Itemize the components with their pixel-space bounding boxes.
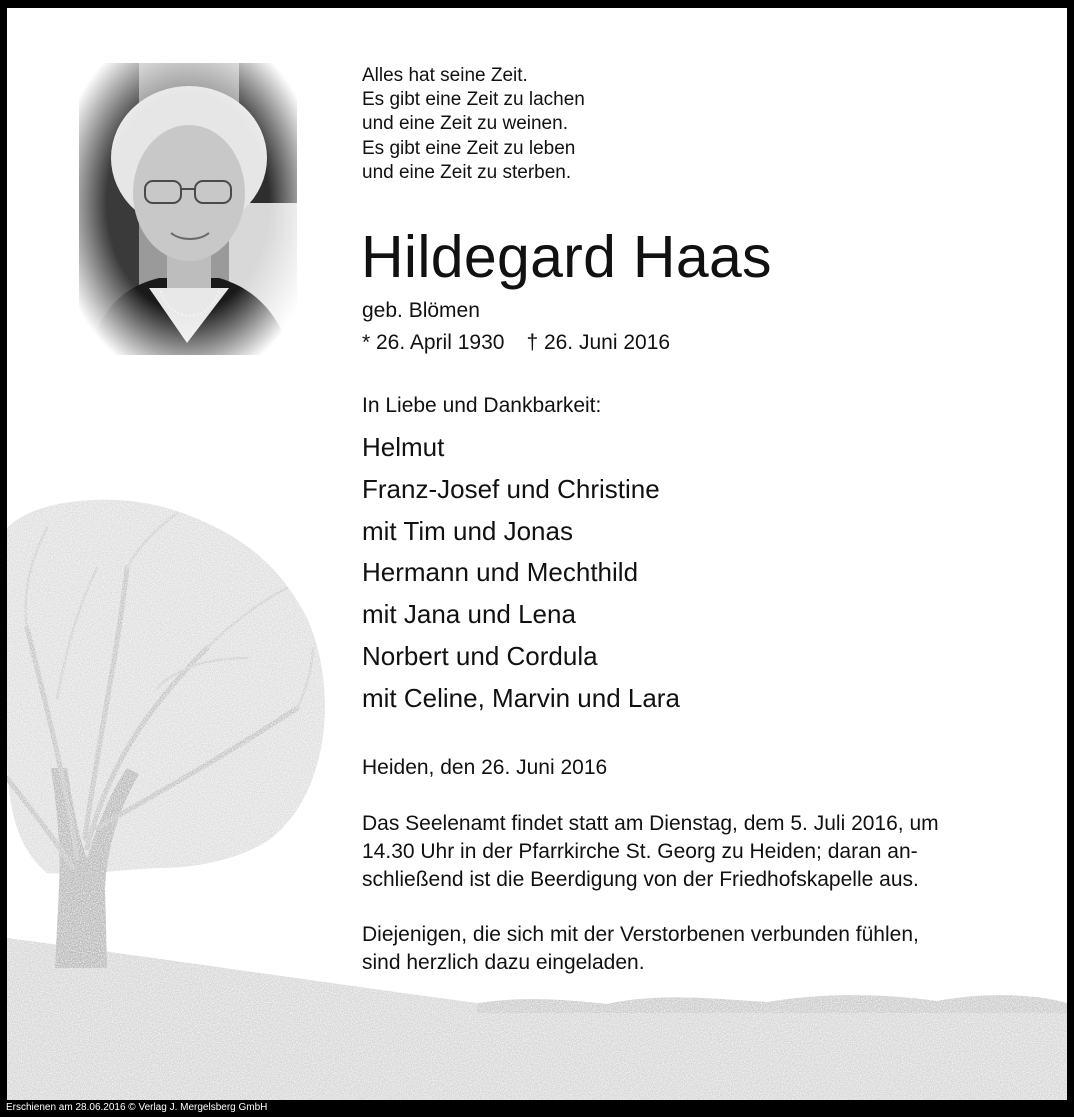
mourner-entry: mit Tim und Jonas <box>362 515 573 546</box>
deceased-name: Hildegard Haas <box>361 224 772 290</box>
place-date: Heiden, den 26. Juni 2016 <box>362 756 608 779</box>
poem <box>362 64 585 185</box>
invitation <box>362 921 919 977</box>
mourner-entry: Franz-Josef und Christine <box>362 473 660 504</box>
publication-footer: Erschienen am 28.06.2016 © Verlag J. Mergelsberg GmbH <box>6 1102 268 1113</box>
portrait-photo <box>79 63 297 355</box>
service-line: 14.30 Uhr in der Pfarrkirche St. Georg zu Heiden; daran an- <box>362 840 918 863</box>
mourners-list <box>362 427 680 720</box>
poem-line: und eine Zeit zu weinen. <box>362 113 568 135</box>
mourner-entry: Hermann und Mechthild <box>362 557 639 588</box>
mourner-entry: Norbert und Cordula <box>362 640 598 671</box>
mourner-entry: Helmut <box>362 432 445 462</box>
service-line: schließend ist die Beerdigung von der Friedhofskapelle aus. <box>362 868 919 891</box>
mourners-intro: In Liebe und Dankbarkeit: <box>362 394 602 417</box>
birth-date: * 26. April 1930 <box>362 331 505 354</box>
birth-name: geb. Blömen <box>362 299 480 322</box>
invitation-line: Diejenigen, die sich mit der Verstorbenen verbunden fühlen, <box>362 923 919 946</box>
mourner-entry: mit Jana und Lena <box>362 599 576 630</box>
tree-crown <box>7 500 325 874</box>
mourner-entry: mit Celine, Marvin und Lara <box>362 682 680 713</box>
obituary-card <box>7 8 1067 1100</box>
death-date: † 26. Juni 2016 <box>526 331 671 354</box>
service-info <box>362 810 1052 894</box>
life-dates <box>362 329 670 357</box>
poem-line: Es gibt eine Zeit zu leben <box>362 137 576 159</box>
poem-line: Es gibt eine Zeit zu lachen <box>362 89 585 111</box>
distant-hills <box>477 995 1067 1013</box>
poem-line: und eine Zeit zu sterben. <box>362 161 572 183</box>
service-line: Das Seelenamt findet statt am Dienstag, dem 5. Juli 2016, um <box>362 812 939 835</box>
poem-line: Alles hat seine Zeit. <box>362 65 528 86</box>
invitation-line: sind herzlich dazu eingeladen. <box>362 951 645 974</box>
